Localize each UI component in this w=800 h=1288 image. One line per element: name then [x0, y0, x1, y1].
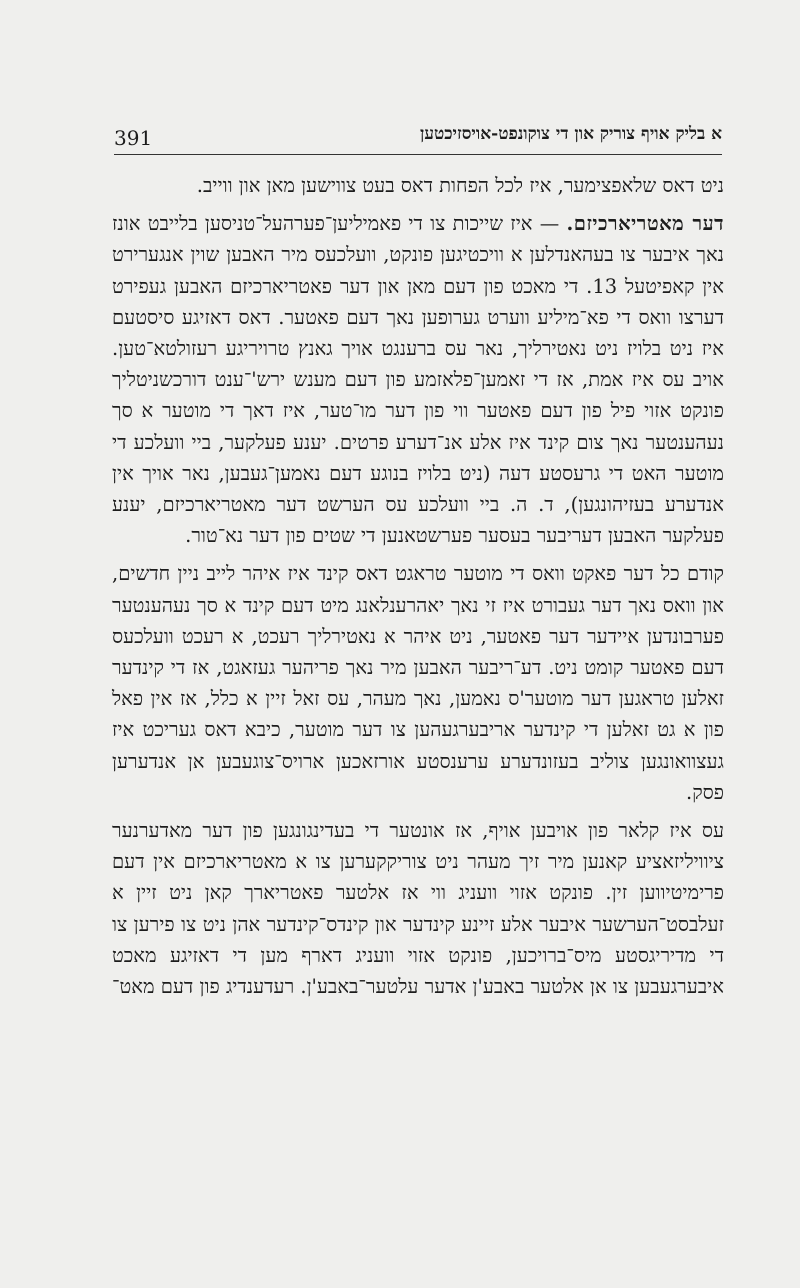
section-heading-matriarchy: דער מאטריארכיזם.: [566, 212, 725, 236]
running-header: [114, 118, 722, 155]
paragraph-2: [112, 208, 724, 551]
running-title: א בליק אויף צוריק און די צוקונפט-אויסזיכטען: [420, 124, 722, 144]
page-number: 391: [114, 126, 153, 150]
paragraph-3: [112, 558, 724, 808]
paragraph-2-text: — איז שייכות צו די פאמיליען־פערהעל־טניסען בלייבט אונז נאך איבער צו בעהאנדלען א וויכטיגען פונקט, וועלכעס מיר האבען שוין אנגערירט אין קאפיטעל 13. די מאכט פון דעם מאן און דער פאטריארכיזם האבען געפירט דערצו וואס די פא־מיליע ווערט גערופען נאך דעם פאטער. דאס דאזיגע סיסטעם איז ניט בלויז ניט נאטירליך, נאר עס ברענגט אויך גאנץ טרויריגע רעזולטא־טען. אויב עס איז אמת, אז די זאמען־פלאזמע פון דעם מענש ירש'־ענט דורכשניטליך פונקט אזוי פיל פון דעם פאטער ווי פון דער מו־טער, איז דאך די מוטער א סך נעהענטער נאך צום קינד איז אלע אנ־דערע פרטים. יענע פעלקער, ביי וועלכע די מוטער האט די גרעסטע דעה (ניט בלויז בנוגע דעם נאמען־געבען, נאר אויך אין אנדערע בעזיהונגען), ד. ה. ביי וועלכע עס הערשט דער מאטריארכיזם, יענע פעלקער האבען דעריבער בעסער פערשטאנען די שטים פון דער נא־טור.: [112, 212, 724, 548]
paragraph-1-text: ניט דאס שלאפצימער, איז לכל הפחות דאס בעט צווישען מאן און ווייב.: [196, 174, 724, 197]
paragraph-4: [112, 815, 724, 1002]
paragraph-4-text: עס איז קלאר פון אויבען אויף, אז אונטער די בעדינגונגען פון דער מאדערנער ציוויליזאציע קאנען מיר זיך מעהר ניט צוריקקערען צו א מאטריארכיזם אין דעם פרימיטיווען זין. פונקט אזוי וועניג ווי אז אלטער פאטריארך קאן ניט זיין א זעלבסט־הערשער איבער אלע זיינע קינדער און קינדס־קינדער אהן ניט צו פירען צו די מדיריגסטע מיס־ברויכען, פונקט אזוי וועניג דארף מען די דאזיגע מאכט איבערגעבען צו אן אלטער באבע'ן אדער עלטער־באבע'ן. רעדענדיג פון דעם מאט־: [112, 819, 724, 999]
paragraph-1: [112, 170, 724, 201]
paragraph-3-text: קודם כל דער פאקט וואס די מוטער טראגט דאס קינד איז איהר לייב ניין חדשים, און וואס נאך דער געבורט איז זי נאך יאהרענלאנג מיט דעם קינד א סך נעהענטער פערבונדען איידער דער פאטער, ניט איהר א נאטירליך רעכט, א רעכט וועלכעס דעם פאטער קומט ניט. דע־ריבער האבען מיר נאך פריהער געזאגט, אז די קינדער זאלען טראגען דער מוטער'ס נאמען, נאך מעהר, עס זאל זיין א כלל, אז אין פאל פון א גט זאלען די קינדער אריבערגעהען צו דער מוטער, כיבא דאס געריכט איז געצוואונגען צוליב בעזונדערע ערענסטע אורזאכען ארויס־צוגעבען אן אנדערען פסק.: [112, 562, 724, 804]
body-text: [112, 170, 724, 1009]
